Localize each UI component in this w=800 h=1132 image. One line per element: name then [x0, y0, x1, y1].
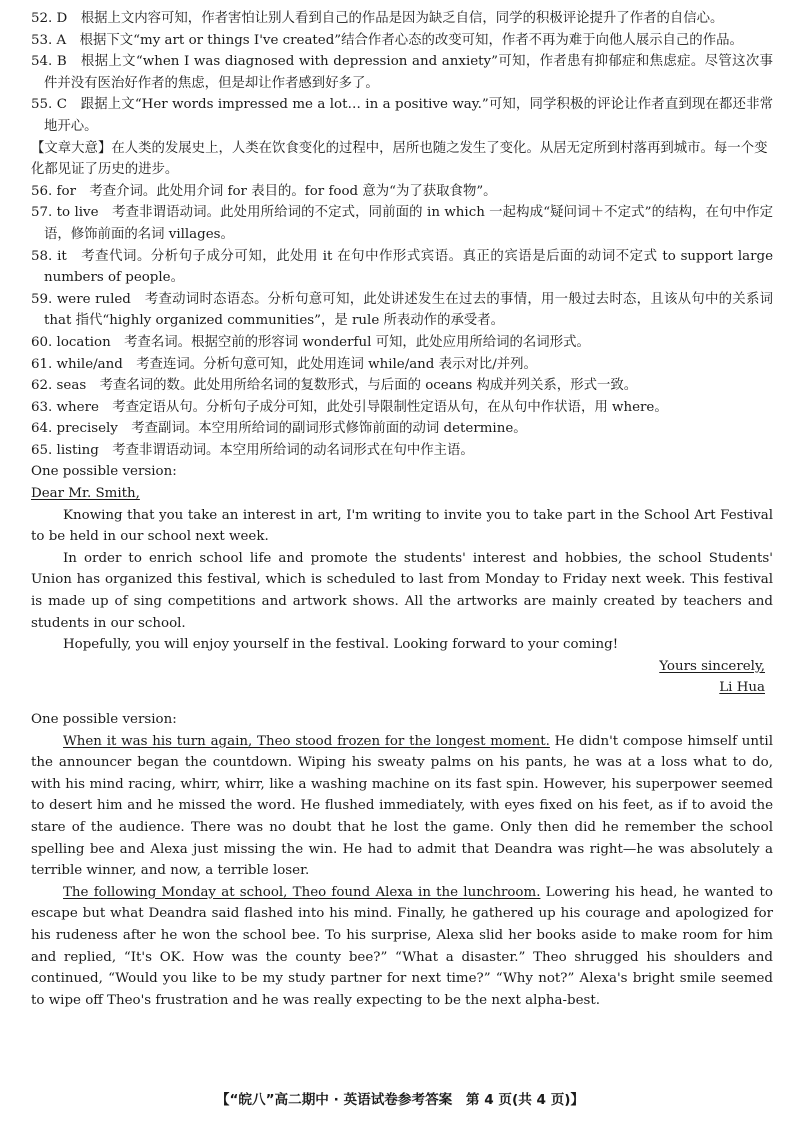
letter-signature: Li Hua — [719, 680, 765, 696]
answers-section-a — [31, 8, 773, 138]
story-lead-sentence: When it was his turn again, Theo stood frozen for the longest moment. — [63, 733, 550, 749]
answer-number: 55. C — [31, 97, 67, 113]
answer-explanation: 考查介词。此处用介词 for 表目的。for food 意为“为了获取食物”。 — [89, 183, 497, 199]
story-lead-sentence: The following Monday at school, Theo found Alexa in the lunchroom. — [63, 884, 541, 900]
article-summary: 【文章大意】在人类的发展史上，人类在饮食变化的过程中，居所也随之发生了变化。从居无定所到村落再到城市。每一个变化都见证了历史的进步。 — [31, 140, 768, 178]
answer-item — [31, 94, 773, 137]
answer-explanation: 考查非谓语动词。本空用所给词的动名词形式在句中作主语。 — [112, 442, 474, 458]
letter-sample — [31, 461, 773, 699]
answer-number: 52. D — [31, 11, 68, 26]
answer-item — [31, 289, 773, 332]
letter-salutation: Dear Mr. Smith, — [31, 486, 140, 502]
answer-item — [31, 51, 773, 94]
letter-paragraph: Hopefully, you will enjoy yourself in the festival. Looking forward to your coming! — [63, 637, 619, 653]
answer-number: 58. it — [31, 248, 67, 264]
version-label: One possible version: — [31, 464, 177, 480]
answer-item — [31, 375, 773, 397]
answer-number: 61. while/and — [31, 356, 123, 372]
answer-number: 64. precisely — [31, 421, 118, 437]
answer-explanation: 考查代词。分析句子成分可知，此处用 it 在句中作形式宾语。真正的宾语是后面的动词不定式 to support large numbers of people。 — [44, 248, 774, 286]
answer-explanation: 考查连词。分析句意可知，此处用连词 while/and 表示对比/并列。 — [136, 356, 537, 372]
answer-number: 62. seas — [31, 378, 87, 394]
story-sample — [31, 709, 773, 1011]
answer-page — [31, 8, 773, 1011]
answer-item — [31, 181, 773, 203]
answer-explanation: 考查动词时态语态。分析句意可知，此处讲述发生在过去的事情，用一般过去时态，且该从句中的关系词 that 指代“highly organized communities”，是 rule 所表动作的承受者。 — [44, 291, 774, 329]
answer-number: 60. location — [31, 334, 111, 350]
answer-explanation: 考查名词。根据空前的形容词 wonderful 可知，此处应用所给词的名词形式。 — [124, 334, 590, 350]
answer-explanation: 考查非谓语动词。此处用所给词的不定式，同前面的 in which 一起构成“疑问词＋不定式”的结构，在句中作定语，修饰前面的名词 villages。 — [44, 205, 774, 242]
page-footer: 【“皖八”高二期中 · 英语试卷参考答案 第 4 页(共 4 页)】 — [215, 1092, 585, 1108]
answer-explanation: 根据下文“my art or things I've created”结合作者心态的改变可知，作者不再为难于向他人展示自己的作品。 — [79, 32, 743, 48]
answer-item — [31, 246, 773, 289]
answer-number: 56. for — [31, 183, 76, 199]
answer-explanation: 考查名词的数。此处用所给名词的复数形式，与后面的 oceans 构成并列关系，形式一致。 — [99, 378, 638, 394]
answer-item — [31, 8, 773, 30]
story-paragraph — [31, 731, 773, 882]
answer-number: 53. A — [31, 32, 67, 48]
answer-explanation: 跟据上文“Her words impressed me a lot… in a positive way.”可知，同学积极的评论让作者直到现在都还非常地开心。 — [44, 97, 774, 134]
answer-item — [31, 332, 773, 354]
answer-number: 63. where — [31, 399, 99, 415]
story-text: Lowering his head, he wanted to escape but what Deandra said flashed into his mind. Finally, he gathered up his courage and apologized for his rudeness after he won the school bee. To his surprise, Alexa slid her books aside to make room for him and replied, “It's OK. How was the county bee?” “What a disaster.” Theo shrugged his shoulders and continued, “Would you like to be my study partner for next time?” “Why not?” Alexa's bright smile seemed to wipe off Theo's frustration and he was really expecting to be the next alpha-best. — [31, 884, 773, 1008]
answer-item — [31, 354, 773, 376]
answer-explanation: 考查定语从句。分析句子成分可知，此处引导限制性定语从句，在从句中作状语，用 where。 — [112, 399, 668, 415]
letter-closing: Yours sincerely, — [659, 658, 765, 674]
answer-explanation: 根据上文内容可知，作者害怕让别人看到自己的作品是因为缺乏自信，同学的积极评论提升了作者的自信心。 — [80, 11, 724, 26]
answer-item — [31, 397, 773, 419]
answer-number: 65. listing — [31, 442, 99, 458]
answer-item — [31, 418, 773, 440]
answers-section-b — [31, 181, 773, 462]
letter-paragraph: Knowing that you take an interest in art, I'm writing to invite you to take part in the School Art Festival to be held in our school next week. — [31, 507, 773, 545]
letter-paragraph: In order to enrich school life and promote the students' interest and hobbies, the school Students' Union has organized this festival, which is scheduled to last from Monday to Friday next week. This festival is made up of sing competitions and artwork shows. All the artworks are mainly created by teachers and students in our school. — [31, 550, 773, 631]
story-paragraph — [31, 882, 773, 1012]
answer-explanation: 根据上文“when I was diagnosed with depression and anxiety”可知，作者患有抑郁症和焦虑症。尽管这次事件并没有医治好作者的焦虑，但是却让作者感到好多了。 — [44, 54, 774, 91]
answer-item — [31, 440, 773, 462]
answer-item — [31, 202, 773, 245]
story-text: He didn't compose himself until the announcer began the countdown. Wiping his sweaty palms on his pants, he was at a loss what to do, with his mind racing, whirr, whirr, like a washing machine on its fast spin. However, his superpower seemed to desert him and he missed the word. He flushed immediately, with eyes fixed on his feet, as if to avoid the stare of the audience. There was no doubt that he lost the game. Only then did he remember the school spelling bee and Alexa just missing the win. He had to admit that Deandra was right—he was absolutely a terrible winner, and now, a terrible loser. — [31, 733, 773, 879]
answer-item — [31, 30, 773, 52]
answer-explanation: 考查副词。本空用所给词的副词形式修饰前面的动词 determine。 — [131, 421, 527, 437]
answer-number: 57. to live — [31, 205, 99, 221]
answer-number: 59. were ruled — [31, 291, 131, 307]
version-label: One possible version: — [31, 712, 177, 727]
answer-number: 54. B — [31, 54, 67, 70]
